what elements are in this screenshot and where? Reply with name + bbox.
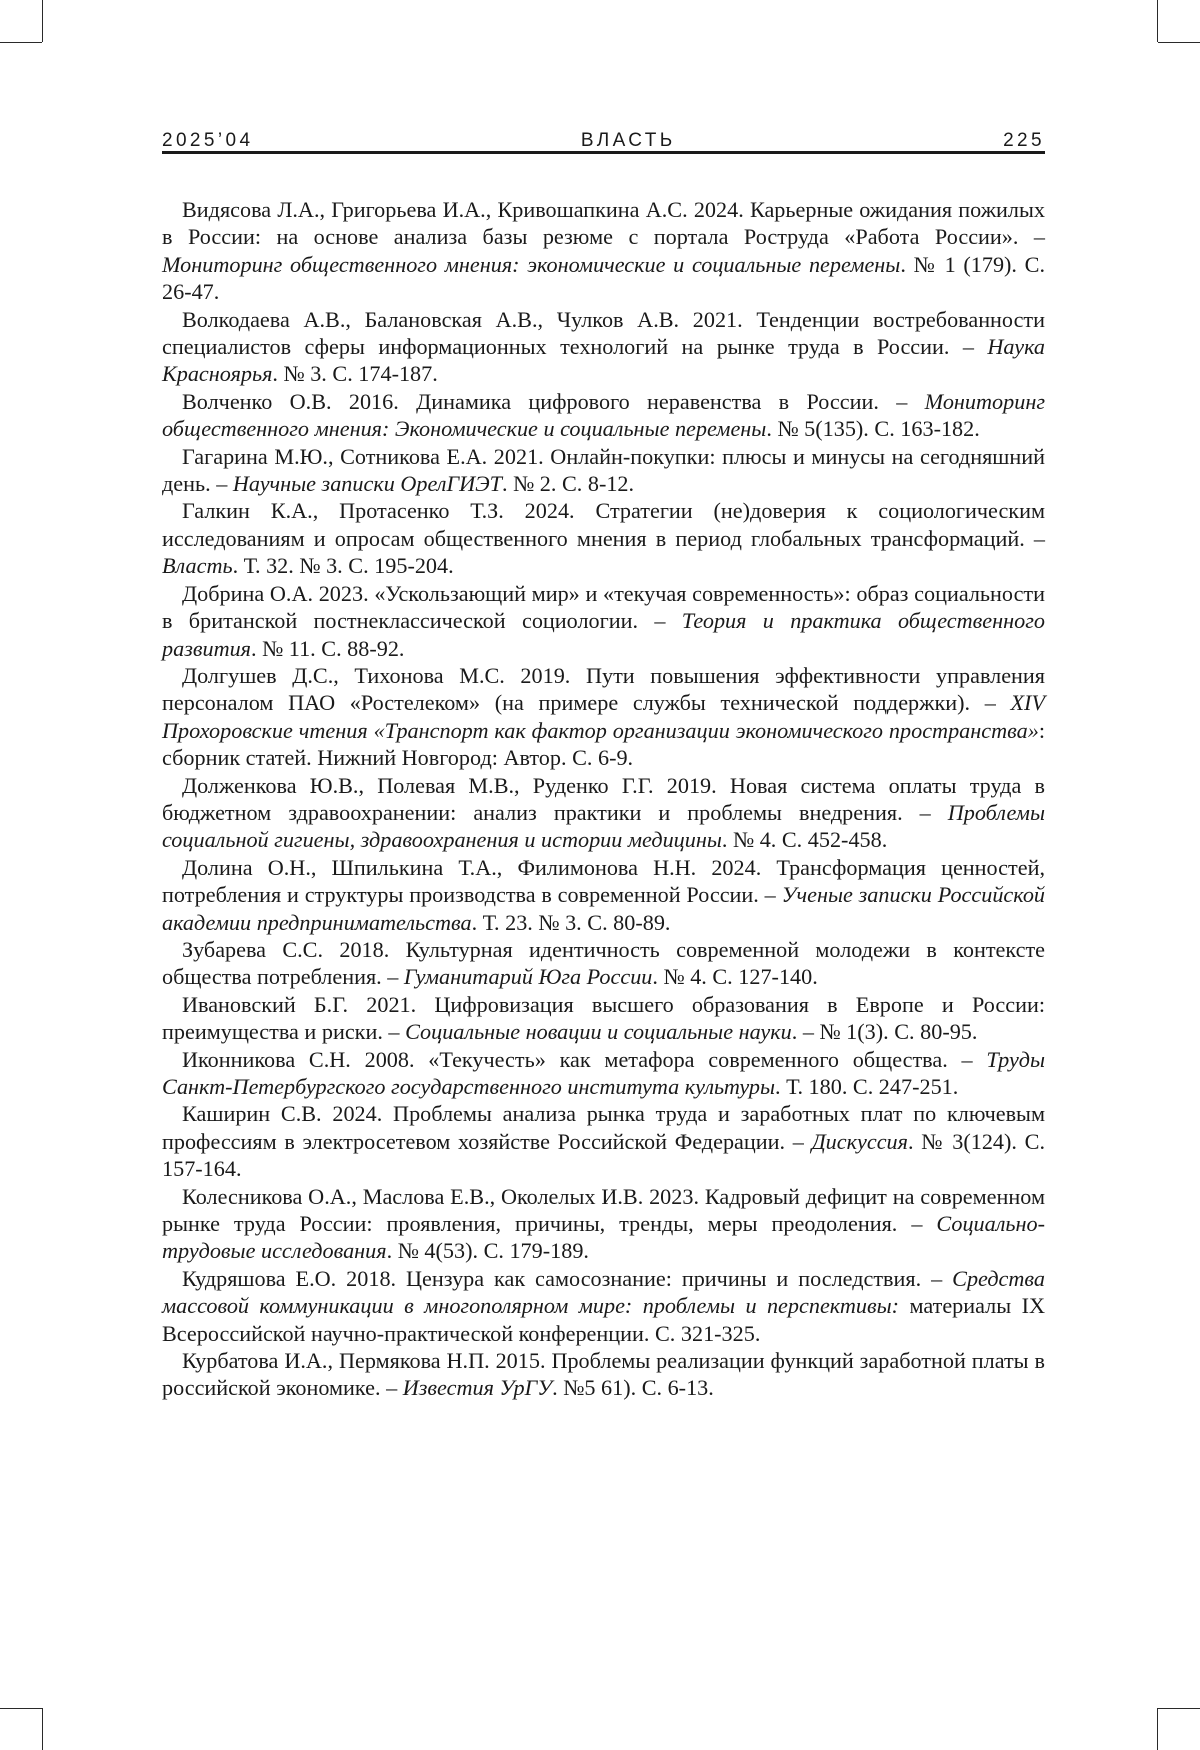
reference-details: . № 4. С. 452-458.: [721, 827, 888, 853]
crop-mark-top-left-horizontal: [0, 42, 42, 43]
reference-details: . – № 1(3). С. 80-95.: [791, 1019, 978, 1045]
reference-authors-title: Кудряшова Е.О. 2018. Цензура как самосознание: причины и последствия. –: [182, 1265, 953, 1291]
reference-entry: [162, 388, 1045, 443]
reference-details: . № 4. С. 127-140.: [652, 964, 818, 990]
reference-authors-title: Видясова Л.А., Григорьева И.А., Кривошапкина А.С. 2024. Карьерные ожидания пожилых в России: на основе анализа базы резюме с портала Роструда «Работа России». –: [162, 197, 1045, 250]
reference-details: . Т. 180. С. 247-251.: [775, 1074, 959, 1099]
reference-source: Мониторинг общественного мнения: экономические и социальные перемены: [162, 251, 901, 277]
reference-source: Средства массовой коммуникации в многополярном мире: проблемы и перспективы:: [162, 1265, 1045, 1319]
reference-details: . № 3(124). С. 157-164.: [162, 1128, 1045, 1182]
reference-entry: [162, 1265, 1045, 1347]
reference-source: Наука Красноярья: [162, 334, 1045, 387]
journal-title: ВЛАСТЬ: [580, 130, 676, 151]
reference-entry: [162, 1100, 1045, 1182]
reference-details: материалы IX Всероссийской научно-практической конференции. С. 321-325.: [162, 1293, 1045, 1346]
reference-details: . № 1 (179). С. 26-47.: [162, 251, 1046, 305]
reference-authors-title: Волкодаева А.В., Балановская А.В., Чулков А.В. 2021. Тенденции востребованности специалистов сферы информационных технологий на рынке труда в России. –: [162, 306, 1045, 360]
reference-entry: [162, 854, 1045, 936]
reference-source: Известия УрГУ: [402, 1375, 553, 1401]
crop-mark-top-right-horizontal: [1158, 42, 1200, 43]
reference-details: : сборник статей. Нижний Новгород: Автор. С. 6-9.: [162, 717, 1045, 771]
reference-details: . № 4(53). С. 179-189.: [386, 1238, 589, 1264]
reference-source: Проблемы социальной гигиены, здравоохранения и истории медицины: [162, 799, 1045, 853]
reference-authors-title: Долгушев Д.С., Тихонова М.С. 2019. Пути повышения эффективности управления персоналом ПАО «Ростелеком» (на примере службы технической поддержки). –: [162, 662, 1045, 716]
reference-entry: [162, 772, 1045, 854]
reference-source: Власть: [162, 553, 233, 579]
reference-entry: [162, 991, 1045, 1046]
reference-details: . №5 61). С. 6-13.: [552, 1375, 714, 1401]
reference-source: XIV Прохоровские чтения «Транспорт как фактор организации экономического пространства»: [162, 690, 1045, 743]
reference-authors-title: Гагарина М.Ю., Сотникова Е.А. 2021. Онлайн-покупки: плюсы и минусы на сегодняшний день. –: [162, 443, 1045, 497]
reference-authors-title: Волченко О.В. 2016. Динамика цифрового неравенства в России. –: [182, 388, 925, 414]
reference-details: . № 5(135). С. 163-182.: [766, 416, 980, 442]
reference-authors-title: Курбатова И.А., Пермякова Н.П. 2015. Проблемы реализации функций заработной платы в российской экономике. –: [162, 1348, 1045, 1401]
reference-authors-title: Добрина О.А. 2023. «Ускользающий мир» и «текучая современность»: образ социальности в британской постнеклассической социологии. –: [162, 580, 1045, 634]
reference-details: . № 3. С. 174-187.: [272, 361, 438, 387]
header-rule: [162, 151, 1045, 154]
reference-source: Дискуссия: [811, 1128, 908, 1154]
reference-entry: [162, 443, 1045, 498]
reference-entry: [162, 580, 1045, 662]
reference-entry: [162, 936, 1045, 991]
crop-mark-bottom-left-vertical: [42, 1708, 43, 1750]
reference-authors-title: Иконникова С.Н. 2008. «Текучесть» как метафора современного общества. –: [182, 1046, 987, 1072]
reference-authors-title: Галкин К.А., Протасенко Т.З. 2024. Стратегии (не)доверия к социологическим исследованиям и опросам общественного мнения в период глобальных трансформаций. –: [162, 498, 1045, 551]
crop-mark-bottom-right-horizontal: [1158, 1708, 1200, 1709]
reference-source: Ученые записки Российской академии предпринимательства: [162, 882, 1046, 935]
reference-source: Научные записки ОрелГИЭТ: [232, 471, 502, 497]
running-head: [162, 124, 1045, 152]
reference-details: . Т. 32. № 3. С. 195-204.: [232, 553, 454, 579]
page-number: 225: [1003, 130, 1045, 151]
reference-details: . № 2. С. 8-12.: [501, 471, 635, 497]
reference-authors-title: Долженкова Ю.В., Полевая М.В., Руденко Г.Г. 2019. Новая система оплаты труда в бюджетном здравоохранении: анализ практики и проблемы внедрения. –: [162, 772, 1045, 825]
reference-source: Гуманитарий Юга России: [403, 964, 653, 990]
reference-source: Теория и практика общественного развития: [162, 608, 1045, 661]
reference-details: . Т. 23. № 3. С. 80-89.: [471, 909, 671, 935]
reference-entry: [162, 662, 1045, 772]
reference-authors-title: Зубарева С.С. 2018. Культурная идентичность современной молодежи в контексте общества потребления. –: [162, 936, 1045, 990]
reference-entry: [162, 1183, 1045, 1265]
reference-entry: [162, 497, 1045, 579]
reference-authors-title: Долина О.Н., Шпилькина Т.А., Филимонова Н.Н. 2024. Трансформация ценностей, потребления и структуры производства в современной России. –: [162, 854, 1045, 908]
crop-mark-top-left-vertical: [42, 0, 43, 42]
reference-details: . № 11. С. 88-92.: [251, 635, 405, 661]
crop-mark-bottom-left-horizontal: [0, 1708, 42, 1709]
crop-mark-top-right-vertical: [1157, 0, 1158, 42]
reference-source: Труды Санкт-Петербургского государственного института культуры: [162, 1046, 1045, 1099]
reference-entry: [162, 306, 1045, 388]
reference-entry: [162, 1347, 1045, 1402]
reference-entry: [162, 196, 1045, 306]
crop-mark-bottom-right-vertical: [1157, 1708, 1158, 1750]
reference-authors-title: Каширин С.В. 2024. Проблемы анализа рынка труда и заработных плат по ключевым профессиям в электросетевом хозяйстве Российской Федерации. –: [162, 1101, 1045, 1154]
issue-number: 2025’04: [162, 130, 254, 151]
reference-authors-title: Ивановский Б.Г. 2021. Цифровизация высшего образования в Европе и России: преимущества и риски. –: [162, 991, 1045, 1045]
reference-entry: [162, 1046, 1045, 1101]
reference-source: Мониторинг общественного мнения: Экономические и социальные перемены: [162, 388, 1045, 442]
reference-authors-title: Колесникова О.А., Маслова Е.В., Околелых И.В. 2023. Кадровый дефицит на современном рынке труда России: проявления, причины, тренды, меры преодоления. –: [162, 1183, 1045, 1237]
reference-source: Социальные новации и социальные науки: [405, 1019, 792, 1045]
reference-list: [162, 196, 1045, 1402]
reference-source: Социально-трудовые исследования: [162, 1211, 1045, 1264]
